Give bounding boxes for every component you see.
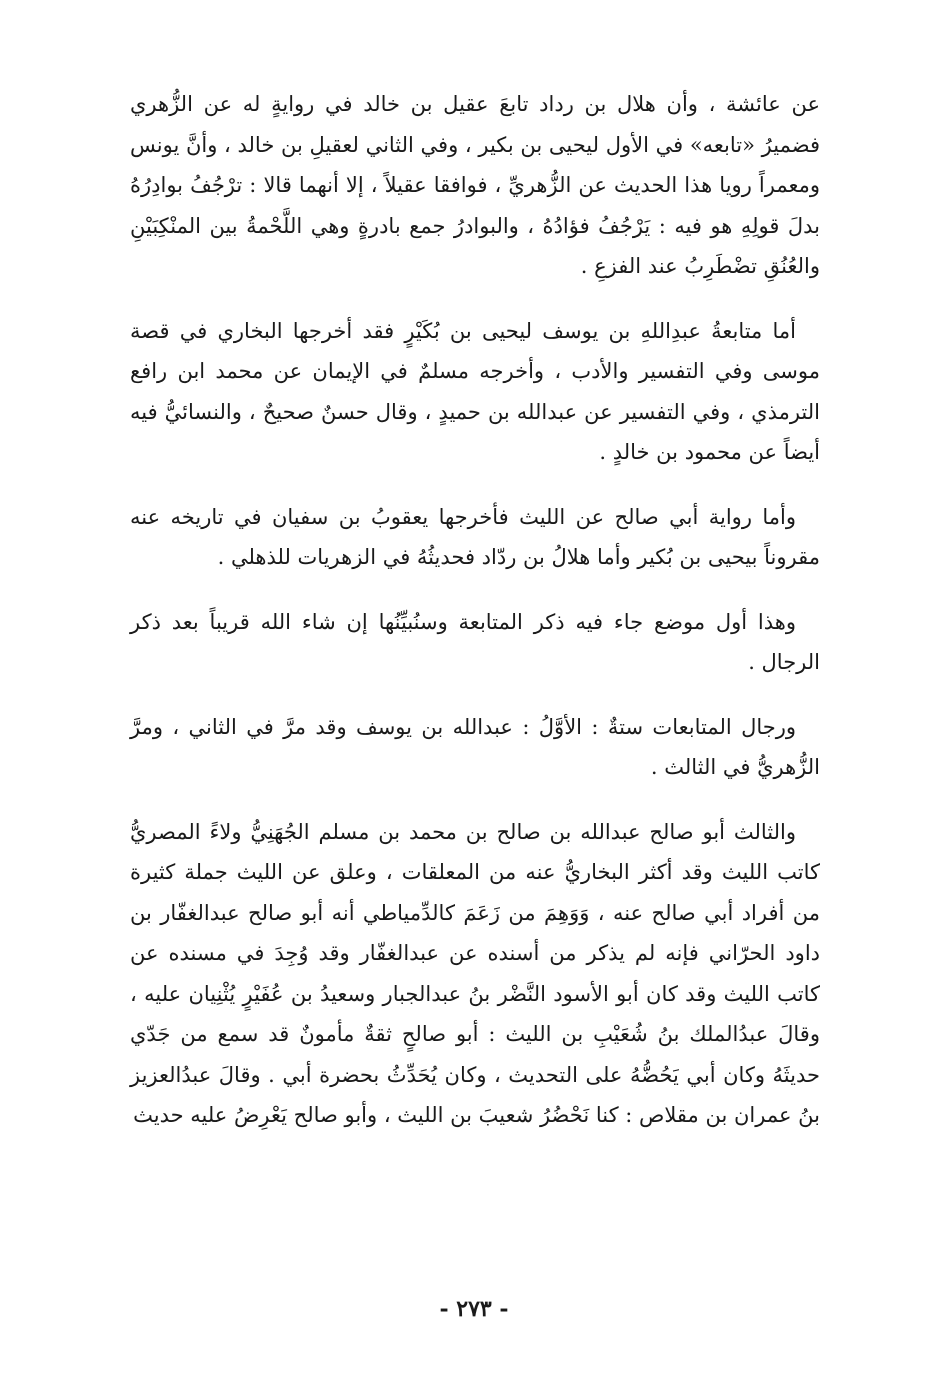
paragraph-5: ورجال المتابعات ستةٌ : الأوَّلُ : عبدالله بن يوسف وقد مرَّ في الثاني ، ومرَّ الزُّهريُّ في الثالث . bbox=[130, 714, 820, 779]
paragraph-gap bbox=[130, 683, 820, 707]
paragraph-gap bbox=[130, 473, 820, 497]
page-body bbox=[130, 84, 820, 1136]
page-number: - ٢٧٣ - bbox=[439, 1296, 509, 1322]
paragraph-gap bbox=[130, 788, 820, 812]
paragraph-4: وهذا أول موضع جاء فيه ذكر المتابعة وسنُبيِّنُها إن شاء الله قريباً بعد ذكر الرجال . bbox=[130, 609, 820, 674]
paragraph-3: وأما رواية أبي صالح عن الليث فأخرجها يعقوبُ بن سفيان في تاريخه عنه مقروناً بيحيى بن بُكير وأما هلالُ بن ردّاد فحديثُهُ في الزهريات للذهلي . bbox=[130, 504, 820, 569]
paragraph-2: أما متابعةُ عبدِاللهِ بن يوسف ليحيى بن بُكَيْرٍ فقد أخرجها البخاري في قصة موسى وفي التفسير والأدب ، وأخرجه مسلمٌ في الإيمان عن محمد ابن رافع الترمذي ، وفي التفسير عن عبدالله بن حميدٍ ، وقال حسنٌ صحيحٌ ، والنسائيُّ فيه أيضاً عن محمود بن خالدٍ . bbox=[130, 318, 820, 464]
paragraph-1: عن عائشة ، وأن هلال بن رداد تابعَ عقيل بن خالد في روايةٍ له عن الزُّهري فضميرُ «تابعه» في الأول ليحيى بن بكير ، وفي الثاني لعقيلِ بن خالد ، وأنَّ يونس ومعمراً رويا هذا الحديث عن الزُّهريِّ ، فوافقا عقيلاً ، إلا أنهما قالا : ترْجُفُ بوادِرُهُ بدلَ قولِهِ هو فيه : يَرْجُفُ فؤادُهُ ، والبوادرُ جمع بادرةٍ وهي اللَّحْمةُ بين المنْكِبَيْنِ والعُنُقِ تضْطَرِبُ عند الفزعِ . bbox=[130, 92, 820, 278]
paragraph-gap bbox=[130, 287, 820, 311]
paragraph-gap bbox=[130, 578, 820, 602]
paragraph-6: والثالث أبو صالح عبدالله بن صالح بن محمد بن مسلم الجُهَنِيُّ ولاءً المصريُّ كاتب الليث وقد أكثر البخاريُّ عنه من المعلقات ، وعلق عن الليث جملة كثيرة من أفراد أبي صالح عنه ، وَوَهِمَ من زَعَمَ كالدِّمياطي أنه أبو صالح عبدالغفّار بن داود الحرّاني فإنه لم يذكر من أسنده عن عبدالغفّار وقد وُجِدَ في مسنده عن كاتب الليث وقد كان أبو الأسود النَّضْر بنُ عبدالجبار وسعيدُ بن عُفَيْرٍ يُثْنِيان عليه ، وقالَ عبدُالملك بنُ شُعَيْبِ بن الليث : أبو صالحٍ ثقةٌ مأمونٌ قد سمع من جَدّي حديثَهُ وكان أبي يَحُضُّهُ على التحديث ، وكان يُحَدِّثُ بحضرة أبي . وقالَ عبدُالعزيز بنُ عمران بن مقلاص : كنا نَحْضُرُ شعيبَ بن الليث ، وأبو صالح يَعْرِضُ عليه حديث bbox=[130, 819, 820, 1127]
